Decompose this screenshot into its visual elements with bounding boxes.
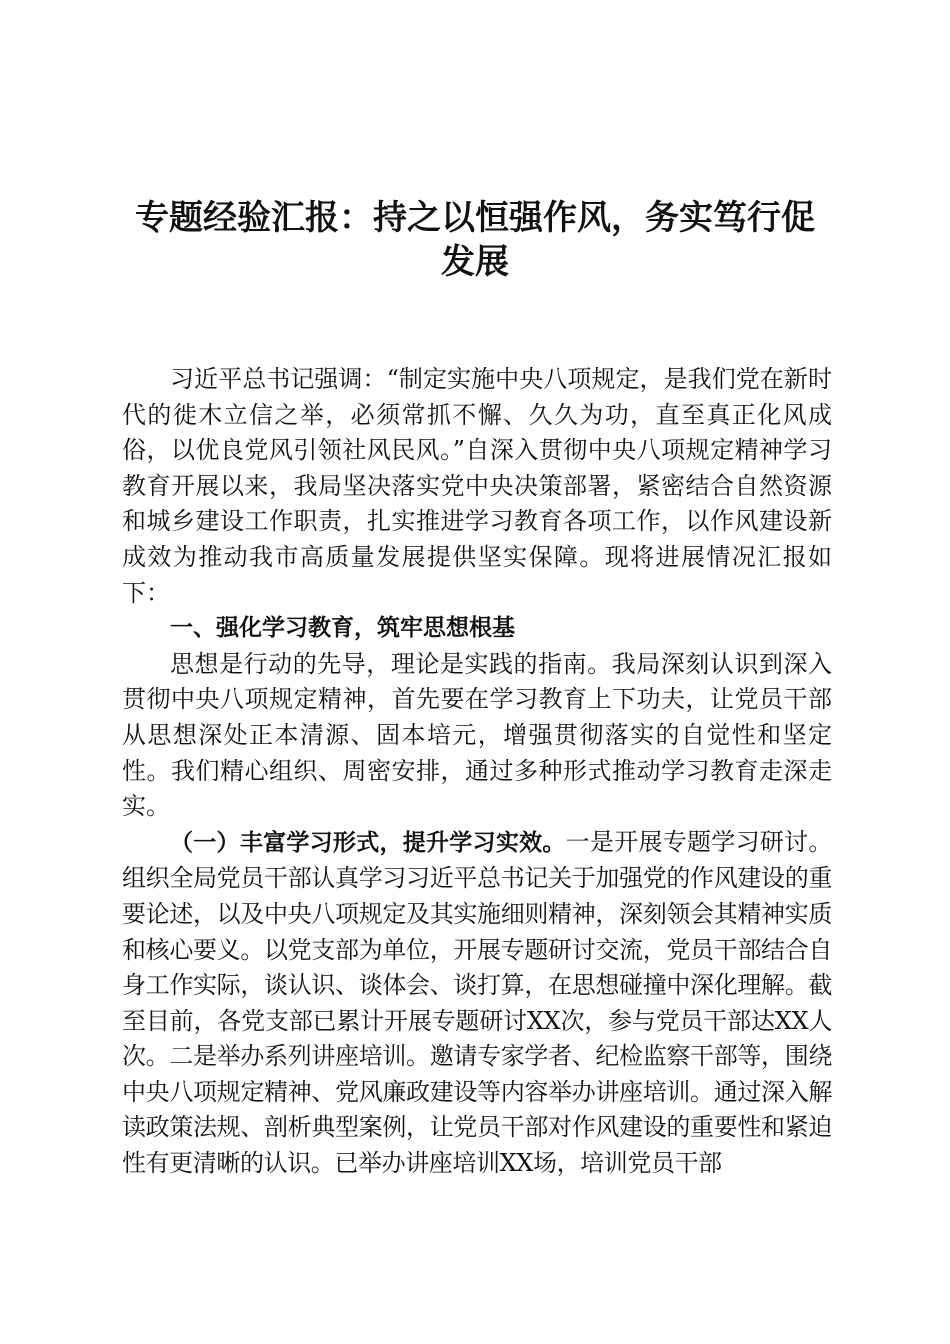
subsection-1-lead: （一）丰富学习形式，提升学习实效。: [170, 829, 566, 856]
document-title-line-2: 发展: [441, 242, 509, 282]
subsection-1-paragraph: [122, 825, 832, 1182]
subsection-1-text: 一是开展专题学习研讨。组织全局党员干部认真学习习近平总书记关于加强党的作风建设的重要论述，以及中央八项规定及其实施细则精神，深刻领会其精神实质和核心要义。以党支部为单位，开展专题研讨交流，党员干部结合自身工作实际，谈认识、谈体会、谈打算，在思想碰撞中深化理解。截至目前，各党支部已累计开展专题研讨XX次，参与党员干部达XX人次。二是举办系列讲座培训。邀请专家学者、纪检监察干部等，围绕中央八项规定精神、党风廉政建设等内容举办讲座培训。通过深入解读政策法规、剖析典型案例，让党员干部对作风建设的重要性和紧迫性有更清晰的认识。已举办讲座培训XX场，培训党员干部: [122, 827, 832, 1178]
section-1-paragraph: 思想是行动的先导，理论是实践的指南。我局深刻认识到深入贯彻中央八项规定精神，首先要在学习教育上下功夫，让党员干部从思想深处正本清源、固本培元，增强贯彻落实的自觉性和坚定性。我们精心组织、周密安排，通过多种形式推动学习教育走深走实。: [122, 649, 832, 821]
section-1-heading: 一、强化学习教育，筑牢思想根基: [170, 615, 515, 642]
document-title-line-1: 专题经验汇报：持之以恒强作风，务实笃行促: [135, 198, 815, 238]
document-body: [122, 362, 832, 1182]
intro-paragraph: 习近平总书记强调：“制定实施中央八项规定，是我们党在新时代的徙木立信之举，必须常抓不懈、久久为功，直至真正化风成俗，以优良党风引领社风民风。”自深入贯彻中央八项规定精神学习教育开展以来，我局坚决落实党中央决策部署，紧密结合自然资源和城乡建设工作职责，扎实推进学习教育各项工作，以作风建设新成效为推动我市高质量发展提供坚实保障。现将进展情况汇报如下：: [122, 365, 832, 607]
